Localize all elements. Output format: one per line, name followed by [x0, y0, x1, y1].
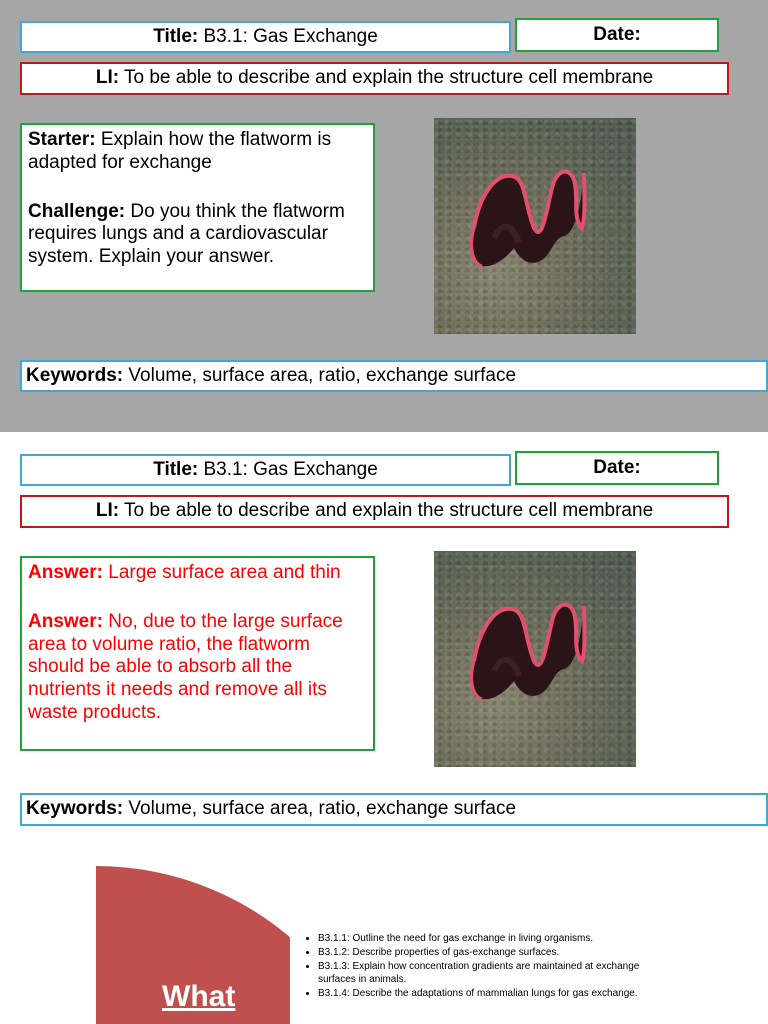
keywords-label: Keywords: [26, 364, 124, 386]
learning-intention-box [20, 62, 729, 95]
flatworm-photo [434, 551, 636, 767]
starter-label: Starter: [28, 129, 96, 150]
title-label: Title: [153, 25, 199, 47]
date-box [515, 451, 719, 485]
challenge-text: Do you think the flatworm requires lungs and a cardiovascular system. Explain your answer. [28, 200, 345, 268]
answer1-label: Answer: [28, 562, 103, 583]
list-item: • B3.1.2: Describe properties of gas-exchange surfaces. [318, 946, 658, 959]
slide-answers [0, 432, 768, 832]
li-label: LI: [95, 500, 120, 522]
keywords-box [20, 793, 768, 826]
li-text: To be able to describe and explain the structure cell membrane [119, 67, 654, 89]
list-item: • B3.1.3: Explain how concentration gradients are maintained at exchange surfaces in animals. [318, 960, 658, 986]
answer1-text: Large surface area and thin [102, 562, 341, 583]
keywords-label: Keywords: [26, 798, 124, 820]
keywords-text: Volume, surface area, ratio, exchange surface [123, 364, 517, 386]
learning-intention-box [20, 495, 729, 528]
date-box [515, 18, 719, 52]
title-label: Title: [153, 458, 199, 480]
title-text: B3.1: Gas Exchange [198, 25, 378, 47]
starter-text: Explain how the flatworm is adapted for exchange [28, 129, 332, 173]
flatworm-photo [434, 118, 636, 334]
keywords-box [20, 360, 768, 392]
li-label: LI: [95, 67, 120, 89]
answer2-text: No, due to the large surface area to volume ratio, the flatworm should be able to absorb all the nutrients it needs and remove all its waste products. [28, 610, 343, 723]
slide-starter [0, 0, 768, 432]
starter-box [20, 123, 375, 292]
keywords-text: Volume, surface area, ratio, exchange surface [123, 798, 517, 820]
date-label: Date: [593, 23, 641, 45]
li-text: To be able to describe and explain the structure cell membrane [119, 500, 654, 522]
title-box [20, 454, 511, 486]
objectives-list [300, 932, 658, 1001]
title-box [20, 21, 511, 53]
answers-box [20, 556, 375, 751]
list-item: • B3.1.1: Outline the need for gas exchange in living organisms. [318, 932, 658, 945]
slide-heading: What [162, 980, 236, 1013]
answer2-label: Answer: [28, 610, 103, 632]
slide-objectives [0, 832, 768, 1024]
challenge-label: Challenge: [28, 200, 126, 222]
list-item: • B3.1.4: Describe the adaptations of mammalian lungs for gas exchange. [318, 987, 658, 1000]
title-text: B3.1: Gas Exchange [198, 458, 378, 480]
date-label: Date: [593, 456, 641, 478]
